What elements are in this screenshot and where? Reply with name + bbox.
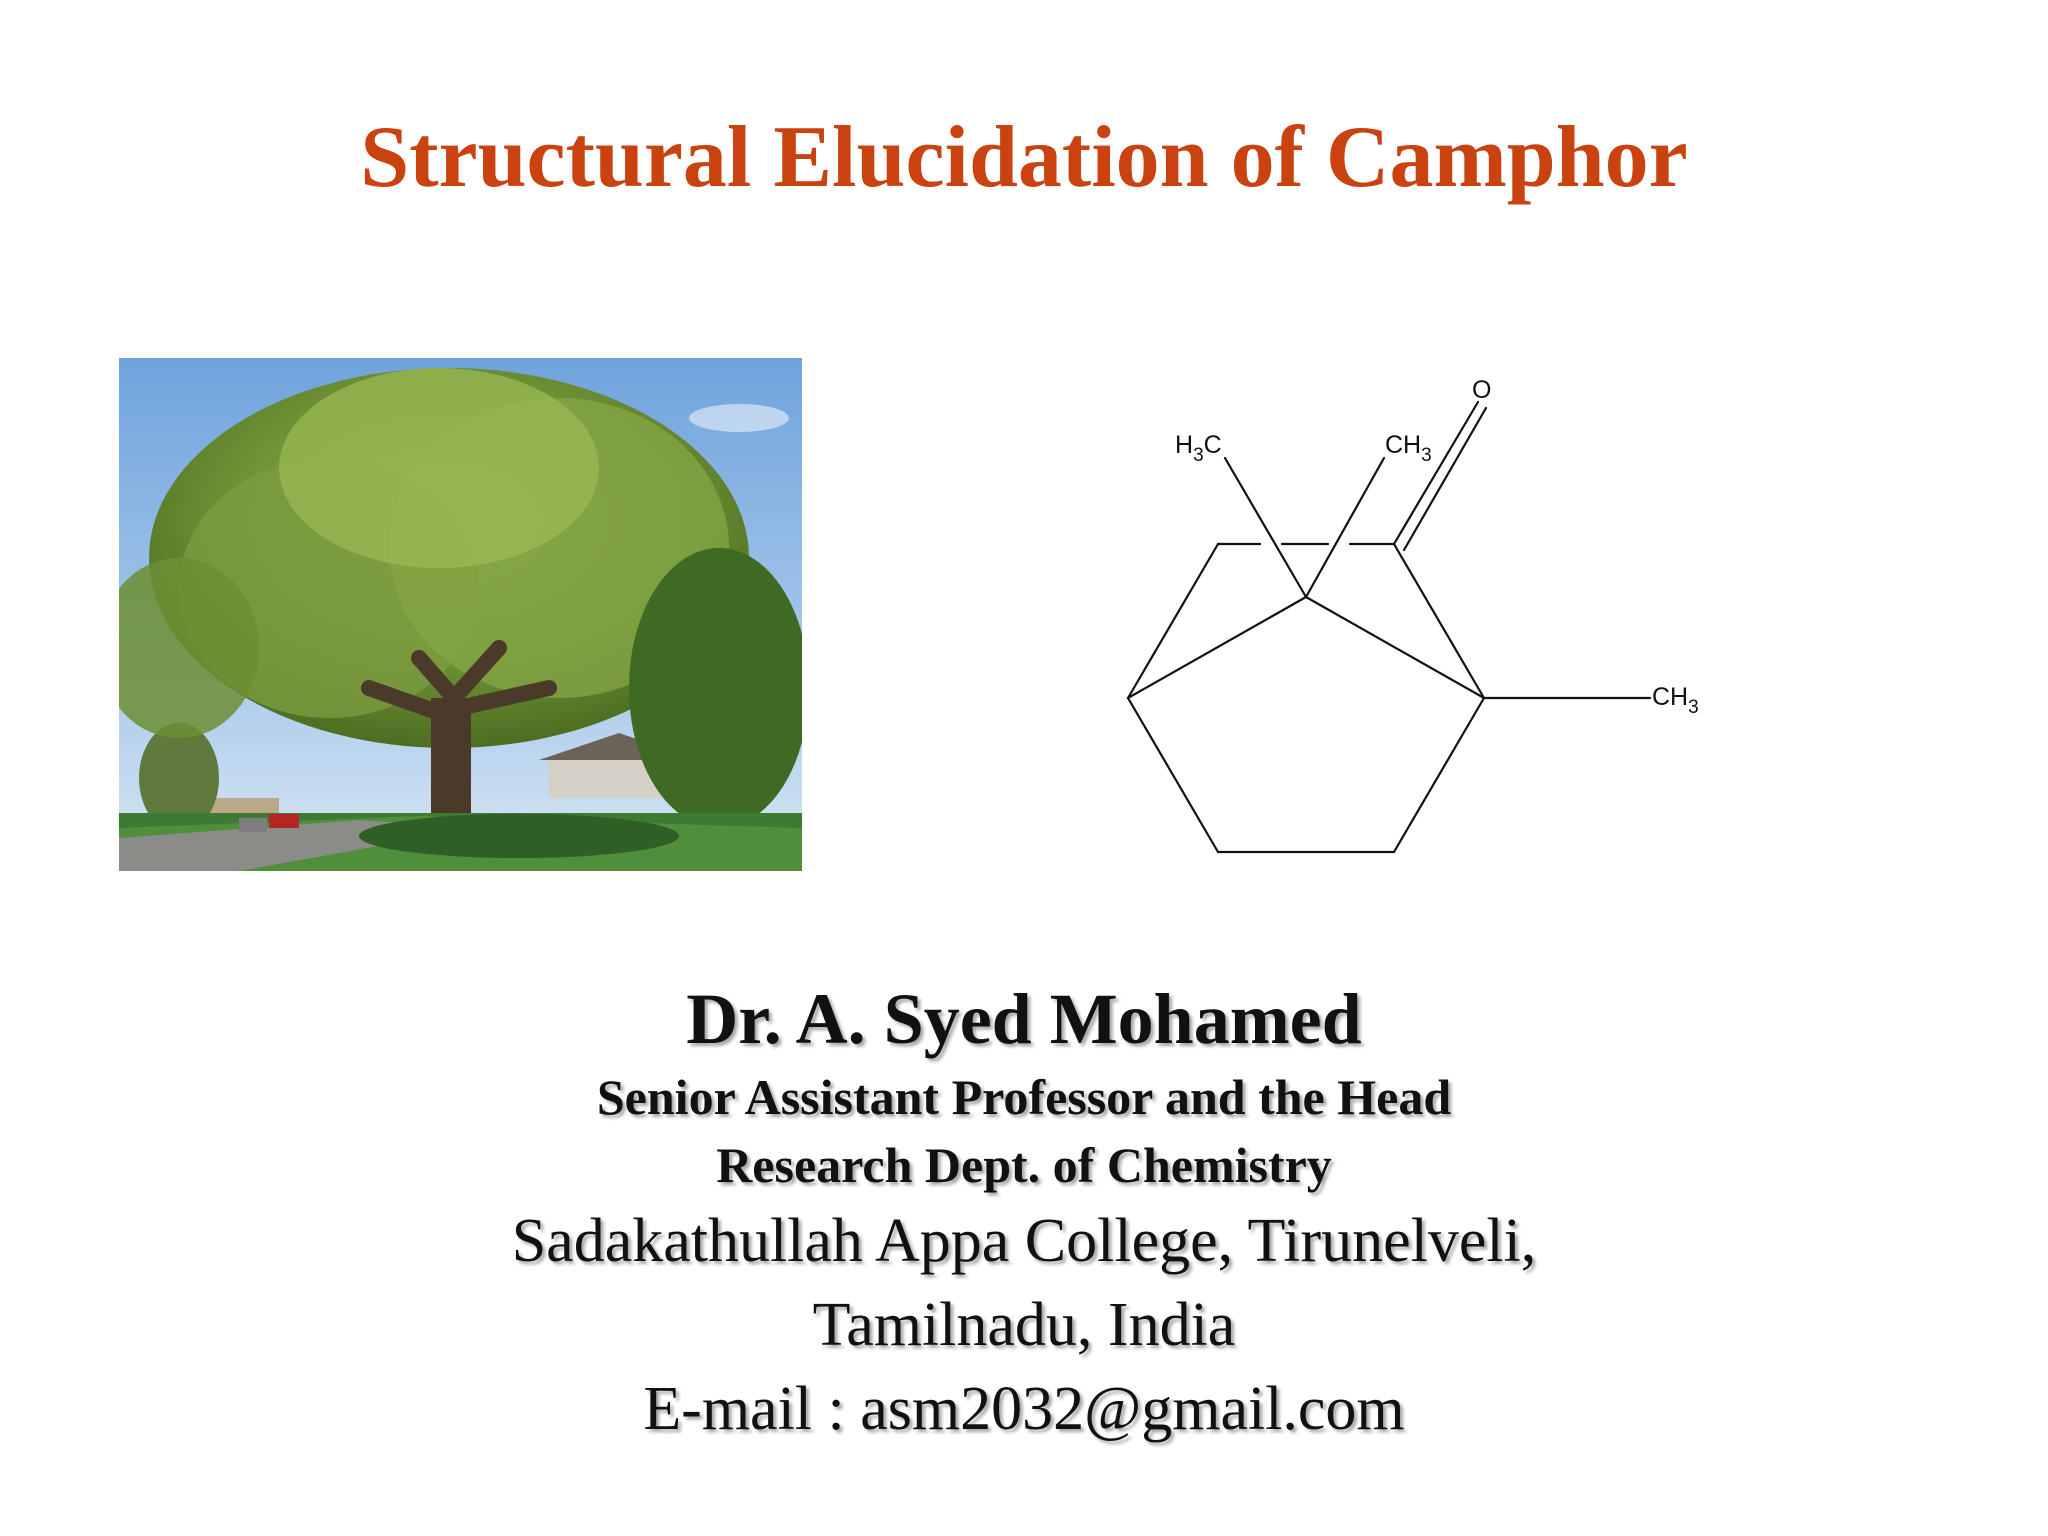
skeletal-bonds [1128, 402, 1650, 852]
author-block [0, 975, 2048, 1451]
author-department: Research Dept. of Chemistry [716, 1137, 1332, 1193]
camphor-tree-photo [119, 358, 802, 871]
author-name: Dr. A. Syed Mohamed [686, 979, 1362, 1059]
oxygen-label: O [1472, 376, 1492, 404]
author-location: Tamilnadu, India [812, 1291, 1236, 1359]
camphor-structure-diagram [1080, 360, 1760, 880]
author-email[interactable]: E-mail : asm2032@gmail.com [643, 1375, 1405, 1443]
ch3-right-label: $CH_3$ [1652, 683, 1699, 718]
ch3-top-label: $CH_3$ [1385, 431, 1432, 466]
author-college: Sadakathullah Appa College, Tirunelveli, [511, 1207, 1537, 1275]
author-position: Senior Assistant Professor and the Head [596, 1069, 1452, 1125]
slide-title: Structural Elucidation of Camphor [360, 109, 1688, 206]
h3c-label: $H_3C$ [1175, 431, 1222, 466]
